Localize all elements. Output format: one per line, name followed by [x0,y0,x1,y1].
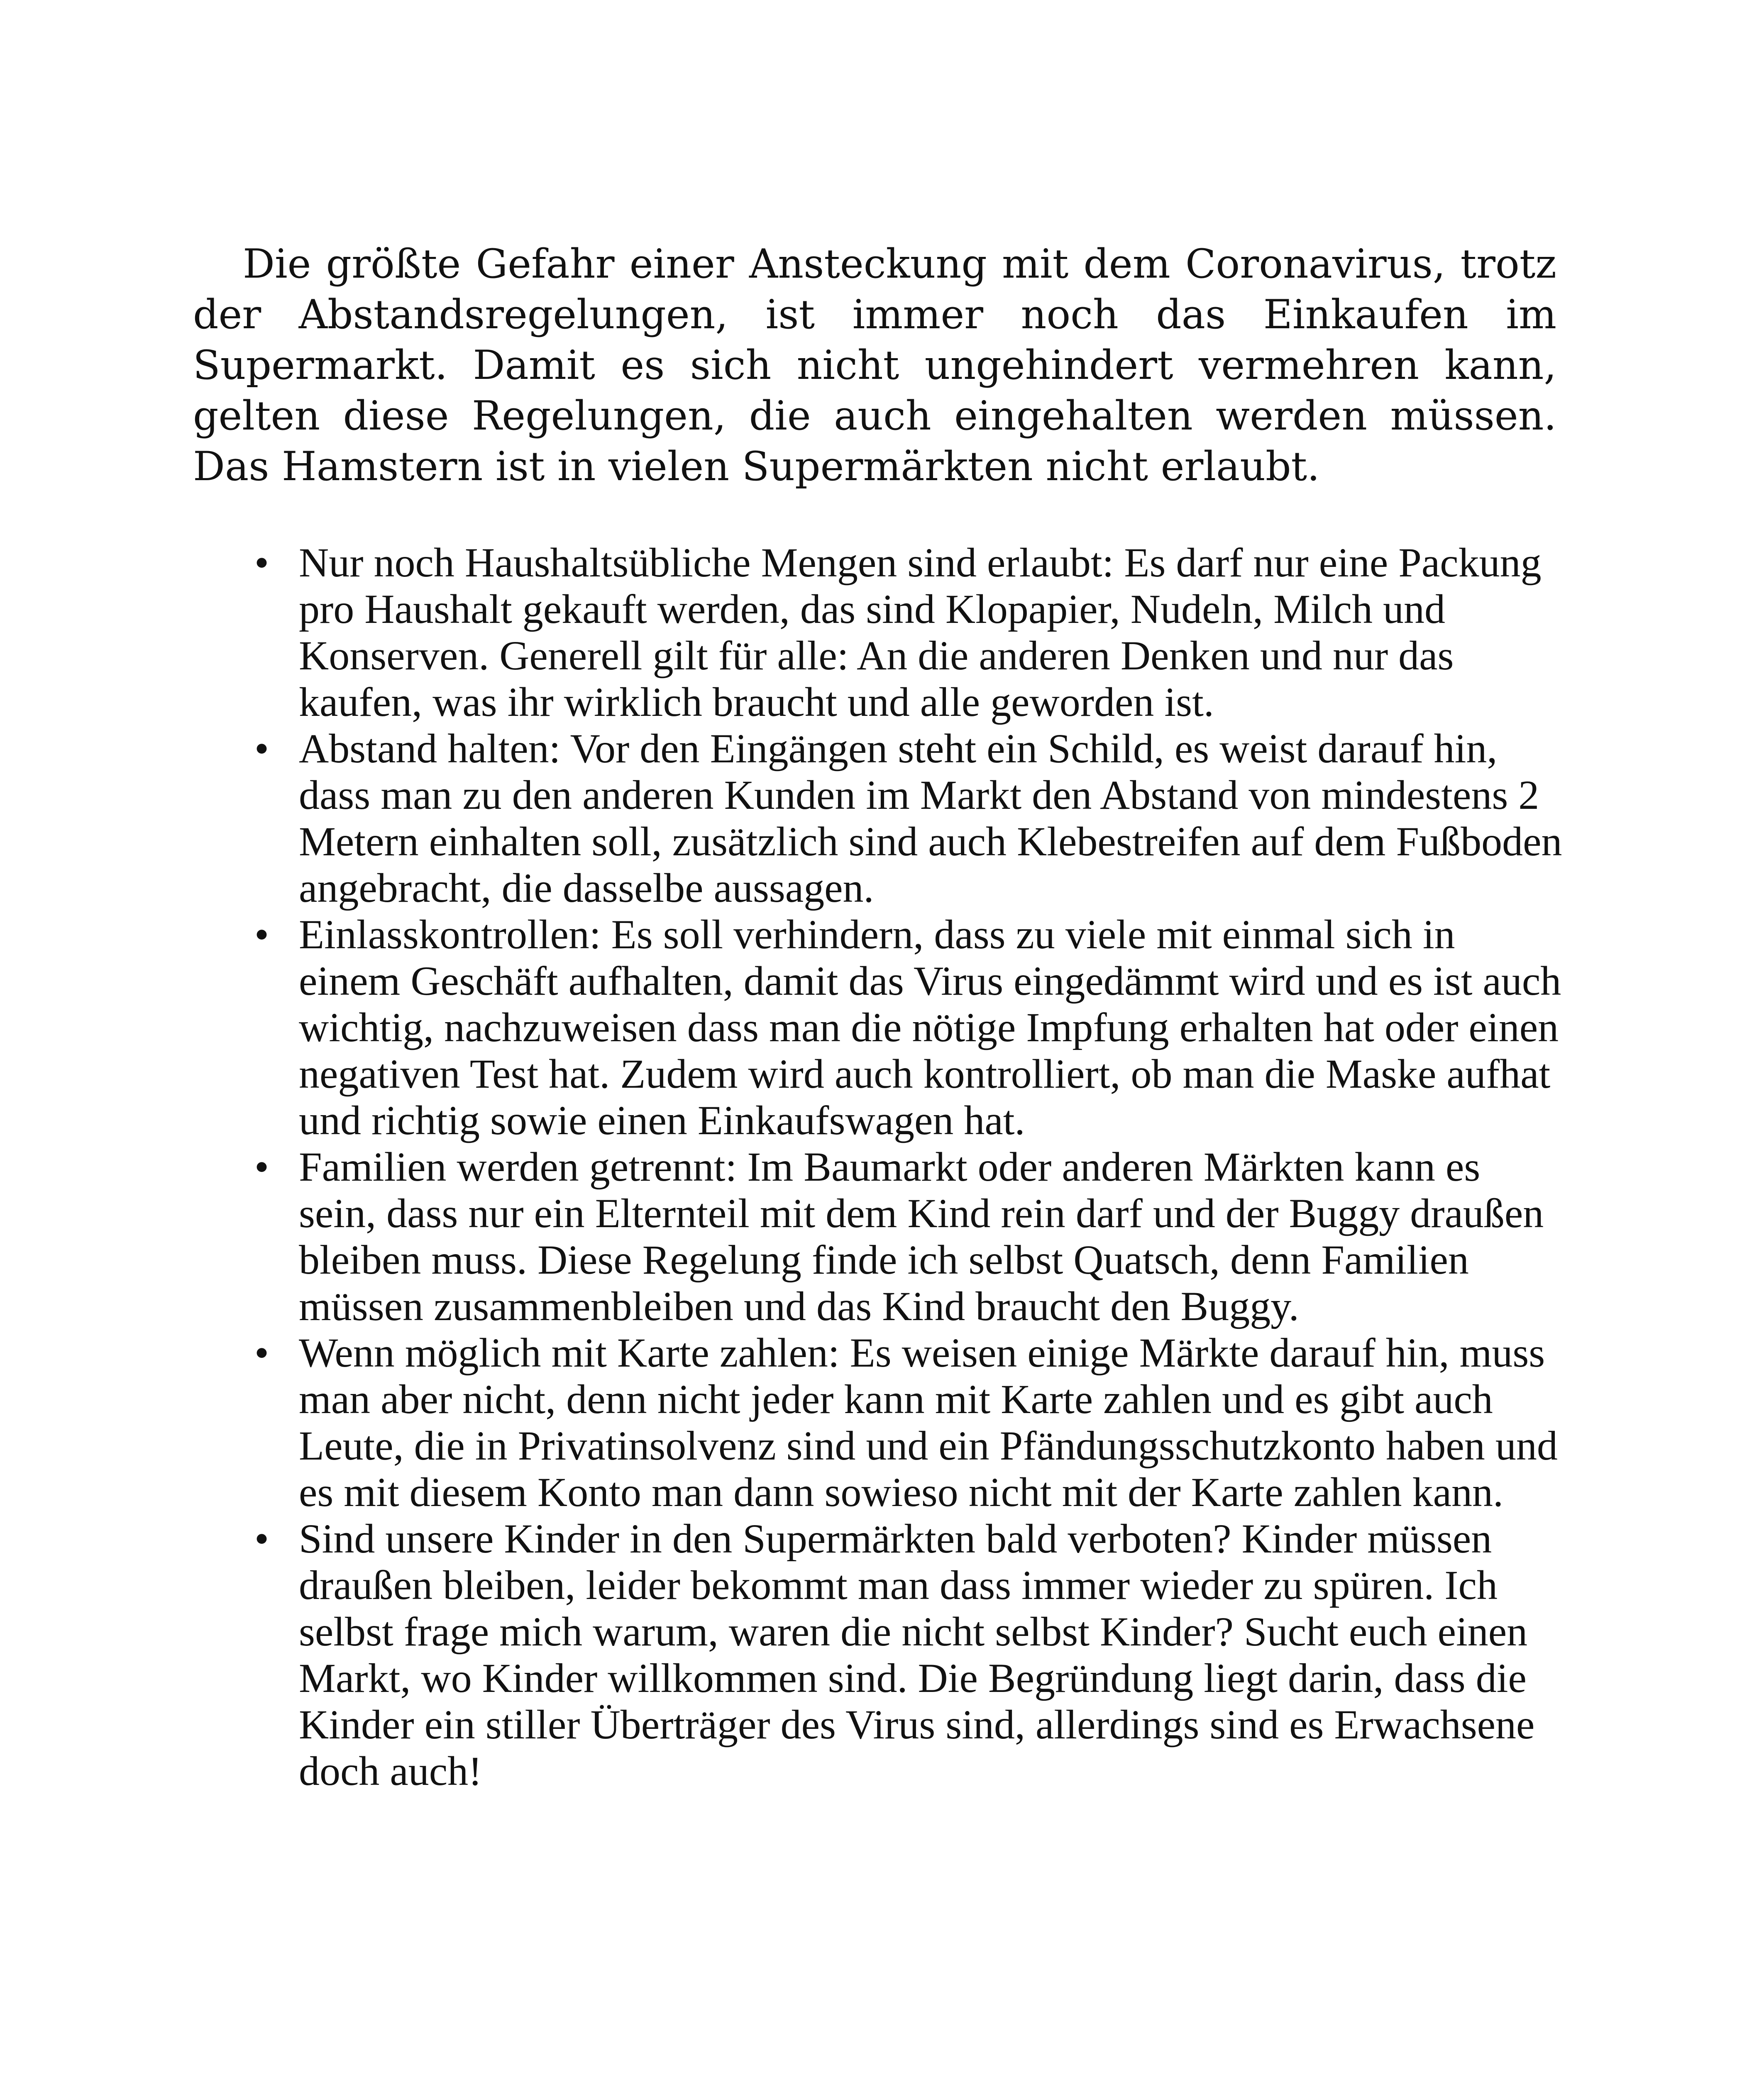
list-item [210,1144,1563,1330]
list-item [210,540,1563,725]
list-item [210,725,1563,911]
list-item [210,911,1563,1144]
list-item-text: Sind unsere Kinder in den Supermärkten bald verboten? Kinder müssen draußen bleiben, leider bekommt man dass immer wieder zu spüren. Ich selbst frage mich warum, waren die nicht selbst Kinder? Sucht euch einen Markt, wo Kinder willkommen sind. Die Begründung liegt darin, dass die Kinder ein stiller Überträger des Virus sind, allerdings sind es Erwachsene doch auch! [299,1516,1535,1794]
rules-list [210,540,1563,1794]
list-item-text: Wenn möglich mit Karte zahlen: Es weisen einige Märkte darauf hin, muss man aber nicht, denn nicht jeder kann mit Karte zahlen und es gibt auch Leute, die in Privatinsolvenz sind und ein Pfändungsschutzkonto haben und es mit diesem Konto man dann sowieso nicht mit der Karte zahlen kann. [299,1330,1558,1515]
list-item-text: Einlasskontrollen: Es soll verhindern, dass zu viele mit einmal sich in einem Geschäft aufhalten, damit das Virus eingedämmt wird und es ist auch wichtig, nachzuweisen dass man die nötige Impfung erhalten hat oder einen negativen Test hat. Zudem wird auch kontrolliert, ob man die Maske aufhat und richtig sowie einen Einkaufswagen hat. [299,911,1561,1143]
list-item-text: Familien werden getrennt: Im Baumarkt oder anderen Märkten kann es sein, dass nur ein Elternteil mit dem Kind rein darf und der Buggy draußen bleiben muss. Diese Regelung finde ich selbst Quatsch, denn Familien müssen zusammenbleiben und das Kind braucht den Buggy. [299,1144,1544,1329]
list-item [210,1330,1563,1516]
bullet-icon: • [254,1330,269,1376]
bullet-icon: • [254,540,269,586]
list-item-text: Nur noch Haushaltsübliche Mengen sind erlaubt: Es darf nur eine Packung pro Haushalt gekauft werden, das sind Klopapier, Nudeln, Milch und Konserven. Generell gilt für alle: An die anderen Denken und nur das kaufen, was ihr wirklich braucht und alle geworden ist. [299,540,1542,725]
bullet-icon: • [254,1144,269,1190]
bullet-icon: • [254,1516,269,1562]
list-item-text: Abstand halten: Vor den Eingängen steht ein Schild, es weist darauf hin, dass man zu den anderen Kunden im Markt den Abstand von mindestens 2 Metern einhalten soll, zusätzlich sind auch Klebestreifen auf dem Fußboden angebracht, die dasselbe aussagen. [299,725,1562,911]
bullet-icon: • [254,725,269,771]
list-item [210,1516,1563,1794]
intro-paragraph: Die größte Gefahr einer Ansteckung mit dem Coronavirus, trotz der Abstandsregelungen, ist immer noch das Einkaufen im Supermarkt. Damit es sich nicht ungehindert vermehren kann, gelten diese Regelungen, die auch eingehalten werden müssen. Das Hamstern ist in vielen Supermärkten nicht erlaubt. [193,241,1556,490]
bullet-icon: • [254,911,269,957]
